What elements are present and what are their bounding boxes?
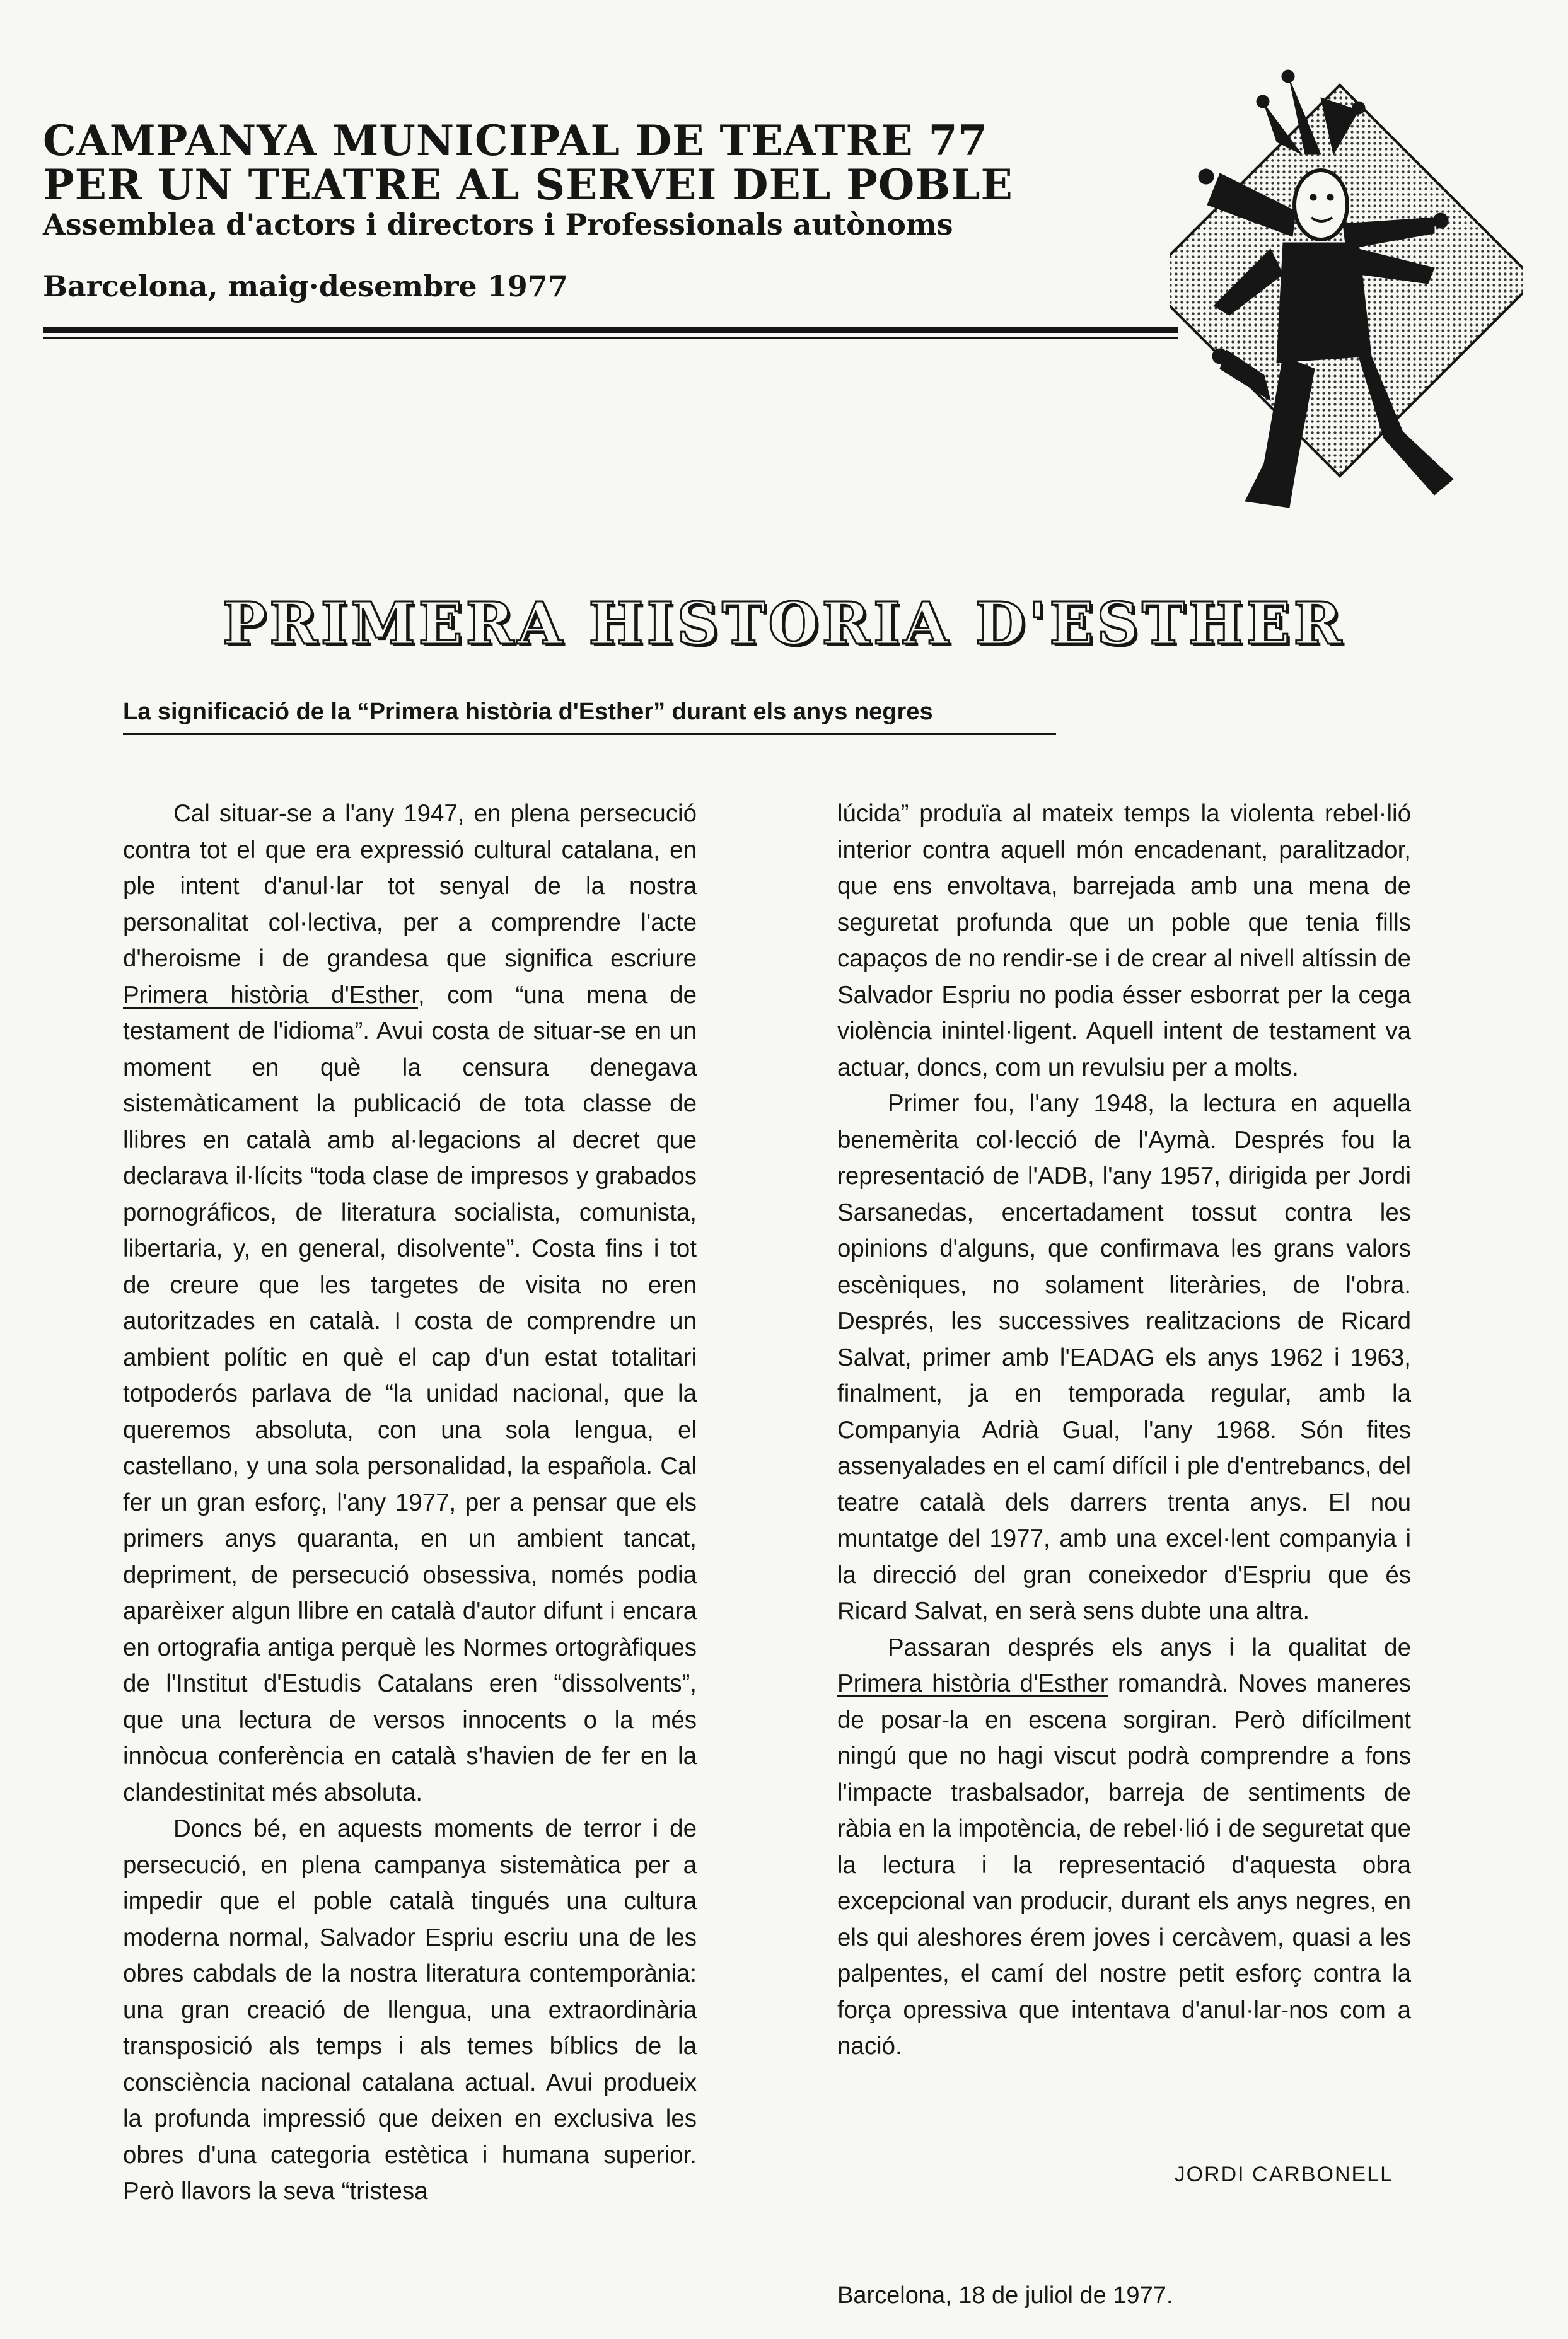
place-and-dates: Barcelona, maig·desembre 1977 [43, 269, 568, 303]
paragraph-5: Passaran després els anys i la qualitat de Primera història d'Esther romandrà. Noves maneres de posar-la en escena sorgiran. Però difícilment ningú que no hagi viscut podrà comprendre a fons l'impacte trasbalsador, barreja de sentiments de ràbia en la impotència, de rebel·lió i de seguretat que la lectura i la representació d'aquesta obra excepcional van producir, durant els anys negres, en els qui aleshores érem joves i cercàvem, quasi a les palpentes, el camí del nostre petit esforç contra la força opressiva que intentava d'anul·lar-nos com a nació. [837, 1634, 1411, 2060]
organizer-line: Assemblea d'actors i directors i Professionals autònoms [43, 207, 953, 241]
paragraph-2: Doncs bé, en aquests moments de terror i de persecució, en plena campanya sistemàtica per a impedir que el poble català tingués una cultura moderna normal, Salvador Espriu escriu una de les obres cabdals de la nostra literatura contemporània: una gran creació de llengua, una extraordinària transposició als temps i als temes bíblics de la consciència nacional catalana actual. Avui produeix la profunda impressió que deixen en exclusiva les obres d'una categoria estètica i humana superior. Però llavors la seva “tristesa [123, 1815, 697, 2205]
paragraph-3: lúcida” produïa al mateix temps la violenta rebel·lió interior contra aquell món encadenant, paralitzador, que ens envoltava, barrejada amb una mena de seguretat profunda que un poble que tenia fills capaços de no rendir-se i de crear al nivell altíssin de Salvador Espriu no podia ésser esborrat per la cega violència inintel·ligent. Aquell intent de testament va actuar, doncs, com un revulsiu per a molts. [837, 800, 1411, 1081]
paragraph-4: Primer fou, l'any 1948, la lectura en aquella benemèrita col·lecció de l'Aymà. Després fou la representació de l'ADB, l'any 1957, dirigida per Jordi Sarsanedas, encertadament tossut contra les opinions d'alguns, que confirmava les grans valors escèniques, no solament literàries, de l'obra. Després, les successives realitzacions de Ricard Salvat, primer amb l'EADAG els anys 1962 i 1963, finalment, ja en temporada regular, amb la Companyia Adrià Gual, l'any 1968. Són fites assenyalades en el camí difícil i ple d'entrebancs, del teatre català dels darrers trenta anys. El nou muntatge del 1977, amb una excel·lent companyia i la direcció del gran coneixedor d'Espriu que és Ricard Salvat, en serà sens dubte una altra. [837, 1090, 1411, 1625]
campaign-motto: PER UN TEATRE AL SERVEI DEL POBLE [43, 160, 1013, 209]
dateline: Barcelona, 18 de juliol de 1977. [837, 2282, 1173, 2309]
header-rule [43, 327, 1178, 333]
author-signature: JORDI CARBONELL [1174, 2162, 1393, 2186]
work-title-underlined: Primera història d'Esther [123, 981, 418, 1009]
header-rule-thin [43, 337, 1178, 339]
masthead [43, 116, 1178, 304]
article-subtitle: La significació de la “Primera història d'Esther” durant els anys negres [123, 699, 933, 725]
work-title-underlined: Primera història d'Esther [837, 1670, 1108, 1697]
article-column-right [837, 796, 1411, 2065]
subtitle-rule [123, 733, 1056, 735]
article-column-left [123, 796, 697, 2210]
campaign-title: CAMPANYA MUNICIPAL DE TEATRE 77 [43, 116, 988, 165]
play-title: PRIMERA HISTORIA D'ESTHER [223, 589, 1345, 658]
paragraph-1: Cal situar-se a l'any 1947, en plena persecució contra tot el que era expressió cultural catalana, en ple intent d'anul·lar tot senyal de la nostra personalitat col·lectiva, per a comprendre l'acte d'heroisme i de grandesa que significa escriure Primera història d'Esther, com “una mena de testament de l'idioma”. Avui costa de situar-se en un moment en què la censura denegava sistemàticament la publicació de tota classe de llibres en català amb al·legacions al decret que declarava il·lícits “toda clase de impresos y grabados pornográficos, de literatura socialista, comunista, libertaria, y, en general, disolvente”. Costa fins i tot de creure que les targetes de visita no eren autoritzades en català. I costa de comprendre un ambient polític en què el cap d'un estat totalitari totpoderós parlava de “la unidad nacional, que la queremos absoluta, con una sola lengua, el castellano, y una sola personalidad, la española. Cal fer un gran esforç, l'any 1977, per a pensar que els primers anys quaranta, en un ambient tancat, depriment, de persecució obsessiva, només podia aparèixer algun llibre en català d'autor difunt i encara en ortografia antiga perquè les Normes ortogràfiques de l'Institut d'Estudis Catalans eren “dissolvents”, que una lectura de versos innocents o la més innòcua conferència en català s'havien de fer en la clandestinitat més absoluta. [123, 800, 697, 1806]
jester-illustration [1170, 60, 1523, 558]
